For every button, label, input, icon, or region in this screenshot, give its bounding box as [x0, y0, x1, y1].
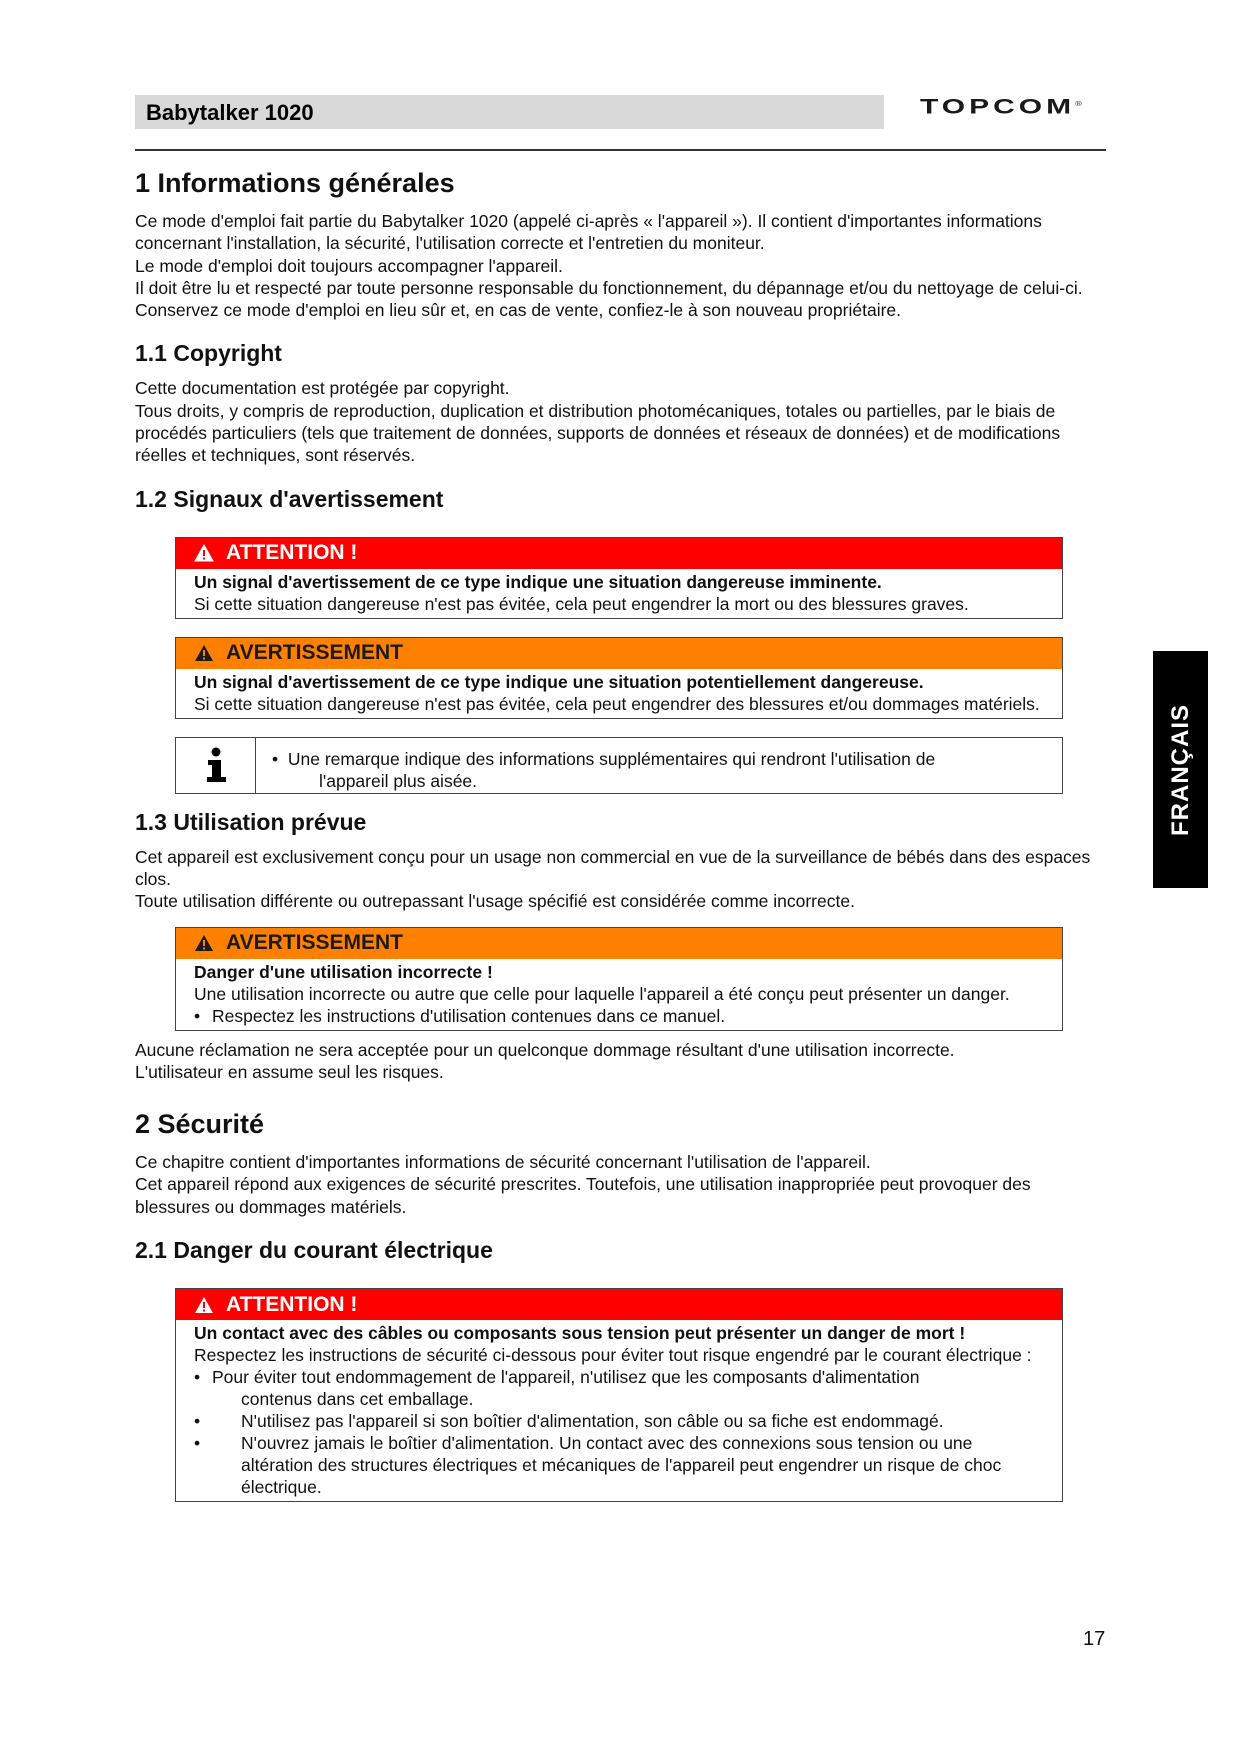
- warning-triangle-icon: [194, 544, 214, 562]
- language-label: FRANÇAIS: [1166, 703, 1194, 836]
- attention-label: ATTENTION !: [226, 1292, 358, 1316]
- paragraph: Cet appareil est exclusivement conçu pour un usage non commercial en vue de la surveillance de bébés dans des espaces clos.: [135, 846, 1091, 889]
- attention-box: [175, 1288, 1063, 1502]
- warning-text: Si cette situation dangereuse n'est pas évitée, cela peut engendrer des blessures et/ou dommages matériels.: [194, 693, 1040, 714]
- warning-box: [175, 637, 1063, 719]
- warning-triangle-icon: [194, 934, 214, 952]
- bullet: •: [194, 1367, 201, 1388]
- paragraph: Aucune réclamation ne sera acceptée pour un quelconque dommage résultant d'une utilisation incorrecte.: [135, 1039, 955, 1060]
- warning-bullet-text: Respectez les instructions d'utilisation contenues dans ce manuel.: [212, 1005, 726, 1026]
- bullet-text-cont: contenus dans cet emballage.: [241, 1389, 474, 1410]
- paragraph: Ce chapitre contient d'importantes informations de sécurité concernant l'utilisation de l'appareil.: [135, 1152, 871, 1173]
- warning-label: AVERTISSEMENT: [226, 641, 403, 665]
- paragraph: Ce mode d'emploi fait partie du Babytalker 1020 (appelé ci-après « l'appareil »). Il contient d'importantes informations concernant l'installation, la sécurité, l'utilisation correcte et l'entretien du moniteur.: [135, 211, 1042, 254]
- info-icon: [204, 747, 228, 783]
- attention-header: [176, 538, 1062, 569]
- page-content: [135, 168, 1107, 1502]
- warning-bold-text: Danger d'une utilisation incorrecte !: [194, 961, 493, 982]
- section-1-1-heading: 1.1 Copyright: [135, 340, 282, 367]
- attention-bold-text: Un contact avec des câbles ou composants sous tension peut présenter un danger de mort !: [194, 1323, 966, 1344]
- paragraph: Tous droits, y compris de reproduction, duplication et distribution photomécaniques, totales ou partielles, par le biais de procédés particuliers (tels que traitement de données, supports de données et réseaux de données) et de modifications réelles et techniques, sont réservés.: [135, 400, 1061, 466]
- bullet: •: [194, 1411, 201, 1432]
- warning-text: Une utilisation incorrecte ou autre que celle pour laquelle l'appareil a été conçu peut présenter un danger.: [194, 983, 1010, 1004]
- attention-box: [175, 537, 1063, 619]
- attention-bold-text: Un signal d'avertissement de ce type indique une situation dangereuse imminente.: [194, 571, 882, 592]
- bullet-text: Pour éviter tout endommagement de l'appareil, n'utilisez que les composants d'alimentation: [212, 1367, 920, 1388]
- attention-text: Respectez les instructions de sécurité ci-dessous pour éviter tout risque engendré par le courant électrique :: [194, 1345, 1032, 1366]
- warning-triangle-icon: [194, 1296, 214, 1314]
- bullet-text: N'ouvrez jamais le boîtier d'alimentation. Un contact avec des connexions sous tension ou une altération des structures électriques et mécaniques de l'appareil peut engendrer un risque de choc électrique.: [241, 1433, 1002, 1498]
- section-1-2-heading: 1.2 Signaux d'avertissement: [135, 485, 444, 512]
- attention-header: [176, 1289, 1062, 1320]
- paragraph: Cet appareil répond aux exigences de sécurité prescrites. Toutefois, une utilisation inappropriée peut provoquer des blessures ou dommages matériels.: [135, 1174, 1031, 1217]
- warning-bold-text: Un signal d'avertissement de ce type indique une situation potentiellement dangereuse.: [194, 671, 924, 692]
- paragraph: Cette documentation est protégée par copyright.: [135, 378, 510, 399]
- page-number: 17: [1083, 1628, 1106, 1650]
- document-title: Babytalker 1020: [146, 100, 314, 125]
- bullet-text: N'utilisez pas l'appareil si son boîtier d'alimentation, son câble ou sa fiche est endommagé.: [241, 1411, 944, 1432]
- section-1-3-heading: 1.3 Utilisation prévue: [135, 808, 367, 835]
- warning-header: [176, 638, 1062, 669]
- bullet: •: [194, 1433, 201, 1454]
- language-side-tab: [1153, 651, 1208, 888]
- info-bullet: •: [272, 748, 279, 769]
- paragraph: Conservez ce mode d'emploi en lieu sûr et, en cas de vente, confiez-le à son nouveau propriétaire.: [135, 300, 902, 321]
- info-box: [175, 737, 1063, 794]
- warning-header: [176, 928, 1062, 959]
- bullet: •: [194, 1005, 201, 1026]
- info-text-line1: Une remarque indique des informations supplémentaires qui rendront l'utilisation de: [287, 748, 936, 769]
- paragraph: L'utilisateur en assume seul les risques.: [135, 1061, 444, 1082]
- warning-triangle-icon: [194, 644, 214, 662]
- section-2-1-heading: 2.1 Danger du courant électrique: [135, 1237, 493, 1264]
- section-2-heading: 2 Sécurité: [135, 1109, 265, 1140]
- warning-label: AVERTISSEMENT: [226, 931, 403, 955]
- attention-label: ATTENTION !: [226, 541, 358, 565]
- info-text-line2: l'appareil plus aisée.: [319, 770, 478, 791]
- brand-logo: TOPCOM®: [920, 95, 1082, 119]
- paragraph: Le mode d'emploi doit toujours accompagner l'appareil.: [135, 255, 563, 276]
- section-1-heading: 1 Informations générales: [135, 168, 455, 198]
- paragraph: Toute utilisation différente ou outrepassant l'usage spécifié est considérée comme incorrecte.: [135, 891, 855, 912]
- attention-text: Si cette situation dangereuse n'est pas évitée, cela peut engendrer la mort ou des blessures graves.: [194, 593, 969, 614]
- info-icon-cell: [176, 738, 256, 793]
- header-divider: [135, 149, 1106, 151]
- paragraph: Il doit être lu et respecté par toute personne responsable du fonctionnement, du dépannage et/ou du nettoyage de celui-ci.: [135, 277, 1083, 298]
- warning-box: [175, 927, 1063, 1031]
